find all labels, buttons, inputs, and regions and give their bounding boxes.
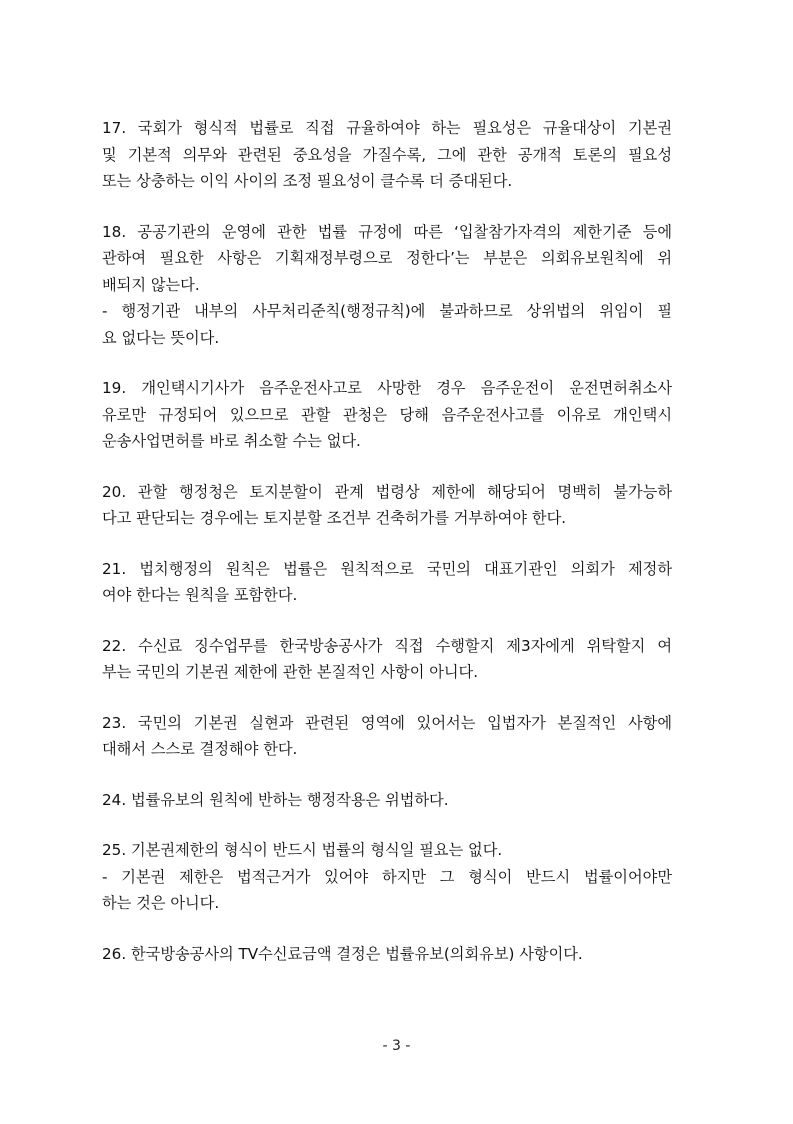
text-line: 23. 국민의 기본권 실현과 관련된 영역에 있어서는 입법자가 본질적인 사항에 xyxy=(102,713,672,732)
paragraph-21 xyxy=(102,556,672,609)
paragraph-18 xyxy=(102,219,672,352)
text-line: 유로만 규정되어 있으므로 관할 관청은 당해 음주운전사고를 이유로 개인택시 xyxy=(102,405,672,424)
paragraph-25 xyxy=(102,837,672,917)
paragraph-17 xyxy=(102,115,672,195)
text-line: 19. 개인택시기사가 음주운전사고로 사망한 경우 음주운전이 운전면허취소사 xyxy=(102,379,672,397)
paragraph-23 xyxy=(102,710,672,763)
explanation-line: 하는 것은 아니다. xyxy=(102,894,220,912)
text-line: 관하여 필요한 사항은 기획재정부령으로 정한다’는 부분은 의회유보원칙에 위 xyxy=(102,249,672,267)
text-line: 21. 법치행정의 원칙은 법률은 원칙적으로 국민의 대표기관인 의회가 제정하 xyxy=(102,559,672,578)
document-body xyxy=(102,115,672,991)
explanation-line: - 행정기관 내부의 사무처리준칙(행정규칙)에 불과하므로 상위법의 위임이 필 xyxy=(102,302,672,320)
text-line: 18. 공공기관의 운영에 관한 법률 규정에 따른 ‘입찰참가자격의 제한기준 등에 xyxy=(102,222,672,241)
paragraph-19 xyxy=(102,375,672,455)
text-line: 24. 법률유보의 원칙에 반하는 행정작용은 위법하다. xyxy=(102,790,449,809)
text-line: 다고 판단되는 경우에는 토지분할 조건부 건축허가를 거부하여야 한다. xyxy=(102,509,567,527)
text-line: 배되지 않는다. xyxy=(102,275,200,294)
text-line: 17. 국회가 형식적 법률로 직접 규율하여야 하는 필요성은 규율대상이 기본권 xyxy=(102,119,672,137)
text-line: 대해서 스스로 결정해야 한다. xyxy=(102,740,298,758)
text-line: 또는 상충하는 이익 사이의 조정 필요성이 클수록 더 증대된다. xyxy=(102,172,513,190)
text-line: 25. 기본권제한의 형식이 반드시 법률의 형식일 필요는 없다. xyxy=(102,841,503,859)
paragraph-22 xyxy=(102,633,672,686)
text-line: 부는 국민의 기본권 제한에 관한 본질적인 사항이 아니다. xyxy=(102,663,479,681)
text-line: 및 기본적 의무와 관련된 중요성을 가질수록, 그에 관한 공개적 토론의 필요성 xyxy=(102,145,672,164)
page-number: - 3 - xyxy=(382,1038,411,1054)
paragraph-26 xyxy=(102,941,672,968)
text-line: 20. 관할 행정청은 토지분할이 관계 법령상 제한에 해당되어 명백히 불가능하 xyxy=(102,482,672,501)
text-line: 여야 한다는 원칙을 포함한다. xyxy=(102,586,298,604)
text-line: 26. 한국방송공사의 TV수신료금액 결정은 법률유보(의회유보) 사항이다. xyxy=(102,944,583,963)
paragraph-20 xyxy=(102,479,672,532)
text-line: 22. 수신료 징수업무를 한국방송공사가 직접 수행할지 제3자에게 위탁할지 여 xyxy=(102,636,672,655)
paragraph-24 xyxy=(102,787,672,814)
explanation-line: 요 없다는 뜻이다. xyxy=(102,328,220,347)
text-line: 운송사업면허를 바로 취소할 수는 없다. xyxy=(102,432,361,450)
explanation-line: - 기본권 제한은 법적근거가 있어야 하지만 그 형식이 반드시 법률이어야만 xyxy=(102,867,672,886)
